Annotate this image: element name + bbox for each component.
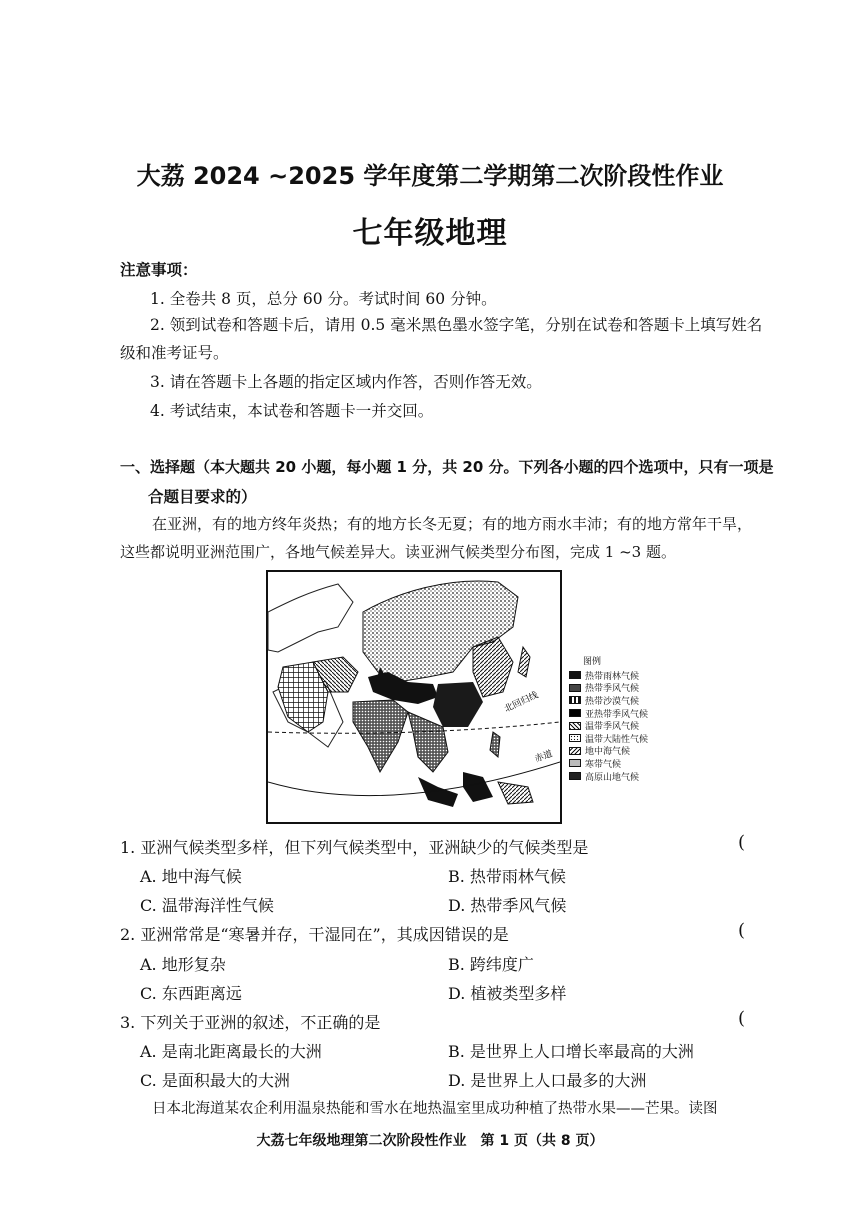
legend-label: 地中海气候 [585,747,631,758]
exam-title: 大荔 2024 ~2025 学年度第二学期第二次阶段性作业 [136,162,724,190]
answer-paren: ( [738,920,746,941]
legend-swatch [569,734,581,742]
subject-title: 七年级地理 [352,216,508,251]
question-1-stem: 1. 亚洲气候类型多样，但下列气候类型中，亚洲缺少的气候类型是 [120,838,589,857]
note-item-2-cont: 级和准考证号。 [120,344,229,362]
legend-item [569,745,648,758]
legend-title: 图例 [583,657,602,667]
legend-label: 温带季风气候 [585,722,640,733]
legend-label: 热带沙漠气候 [585,696,640,707]
question-2-stem: 2. 亚洲常常是“寒暑并存，干湿同在”，其成因错误的是 [120,925,509,944]
legend-label: 寒带气候 [585,759,622,770]
legend-label: 亚热带季风气候 [585,709,649,720]
legend-label: 热带雨林气候 [585,671,640,682]
option-b: B. 跨纬度广 [448,955,534,974]
option-c: C. 东西距离远 [140,984,242,1003]
option-b: B. 是世界上人口增长率最高的大洲 [448,1042,694,1061]
option-d: D. 是世界上人口最多的大洲 [448,1071,647,1090]
answer-paren: ( [738,1008,746,1029]
legend-item [569,770,648,783]
legend-item [569,719,648,732]
option-b: B. 热带雨林气候 [448,867,566,886]
legend-swatch [569,722,581,730]
legend-swatch [569,747,581,755]
legend-item [569,732,648,745]
legend-swatch [569,684,581,692]
legend-item [569,757,648,770]
map-drawing [268,572,560,822]
option-a: A. 地中海气候 [140,867,242,886]
option-c: C. 是面积最大的大洲 [140,1071,290,1090]
legend-item [569,707,648,720]
legend-item [569,682,648,695]
note-item-3: 3. 请在答题卡上各题的指定区域内作答，否则作答无效。 [150,373,542,391]
note-item-4: 4. 考试结束，本试卷和答题卡一并交回。 [150,402,434,420]
option-c: C. 温带海洋性气候 [140,896,274,915]
option-d: D. 热带季风气候 [448,896,567,915]
legend-label: 高原山地气候 [585,772,640,783]
intro-line-1: 在亚洲，有的地方终年炎热；有的地方长冬无夏；有的地方雨水丰沛；有的地方常年干旱， [152,515,753,533]
option-a: A. 是南北距离最长的大洲 [140,1042,322,1061]
note-item-1: 1. 全卷共 8 页，总分 60 分。考试时间 60 分钟。 [150,290,497,308]
legend-label: 温带大陆性气候 [585,734,649,745]
intro-line-2: 这些都说明亚洲范围广，各地气候差异大。读亚洲气候类型分布图，完成 1 ~3 题。 [120,543,676,561]
map-legend [569,654,648,782]
legend-item [569,694,648,707]
answer-paren: ( [738,832,746,853]
legend-label: 热带季风气候 [585,684,640,695]
legend-swatch [569,759,581,767]
option-d: D. 植被类型多样 [448,984,567,1003]
question-3-stem: 3. 下列关于亚洲的叙述，不正确的是 [120,1013,381,1032]
tropic-label: 北回归线 [503,690,540,715]
section-heading: 一、选择题（本大题共 20 小题，每小题 1 分，共 20 分。下列各小题的四个选项中，只有一项是 [120,458,774,476]
section-heading-cont: 合题目要求的） [148,488,257,506]
next-question-intro: 日本北海道某农企利用温泉热能和雪水在地热温室里成功种植了热带水果——芒果。读图 [152,1101,718,1117]
asia-climate-map [266,570,562,824]
option-a: A. 地形复杂 [140,955,226,974]
legend-swatch [569,671,581,679]
legend-swatch [569,696,581,704]
legend-item [569,669,648,682]
note-item-2: 2. 领到试卷和答题卡后，请用 0.5 毫米黑色墨水签字笔，分别在试卷和答题卡上填写姓名 [150,316,763,334]
notes-heading: 注意事项： [120,261,198,279]
legend-swatch [569,772,581,780]
page-footer: 大荔七年级地理第二次阶段性作业 第 1 页（共 8 页） [256,1133,604,1149]
equator-label: 赤道 [533,749,554,765]
legend-swatch [569,709,581,717]
